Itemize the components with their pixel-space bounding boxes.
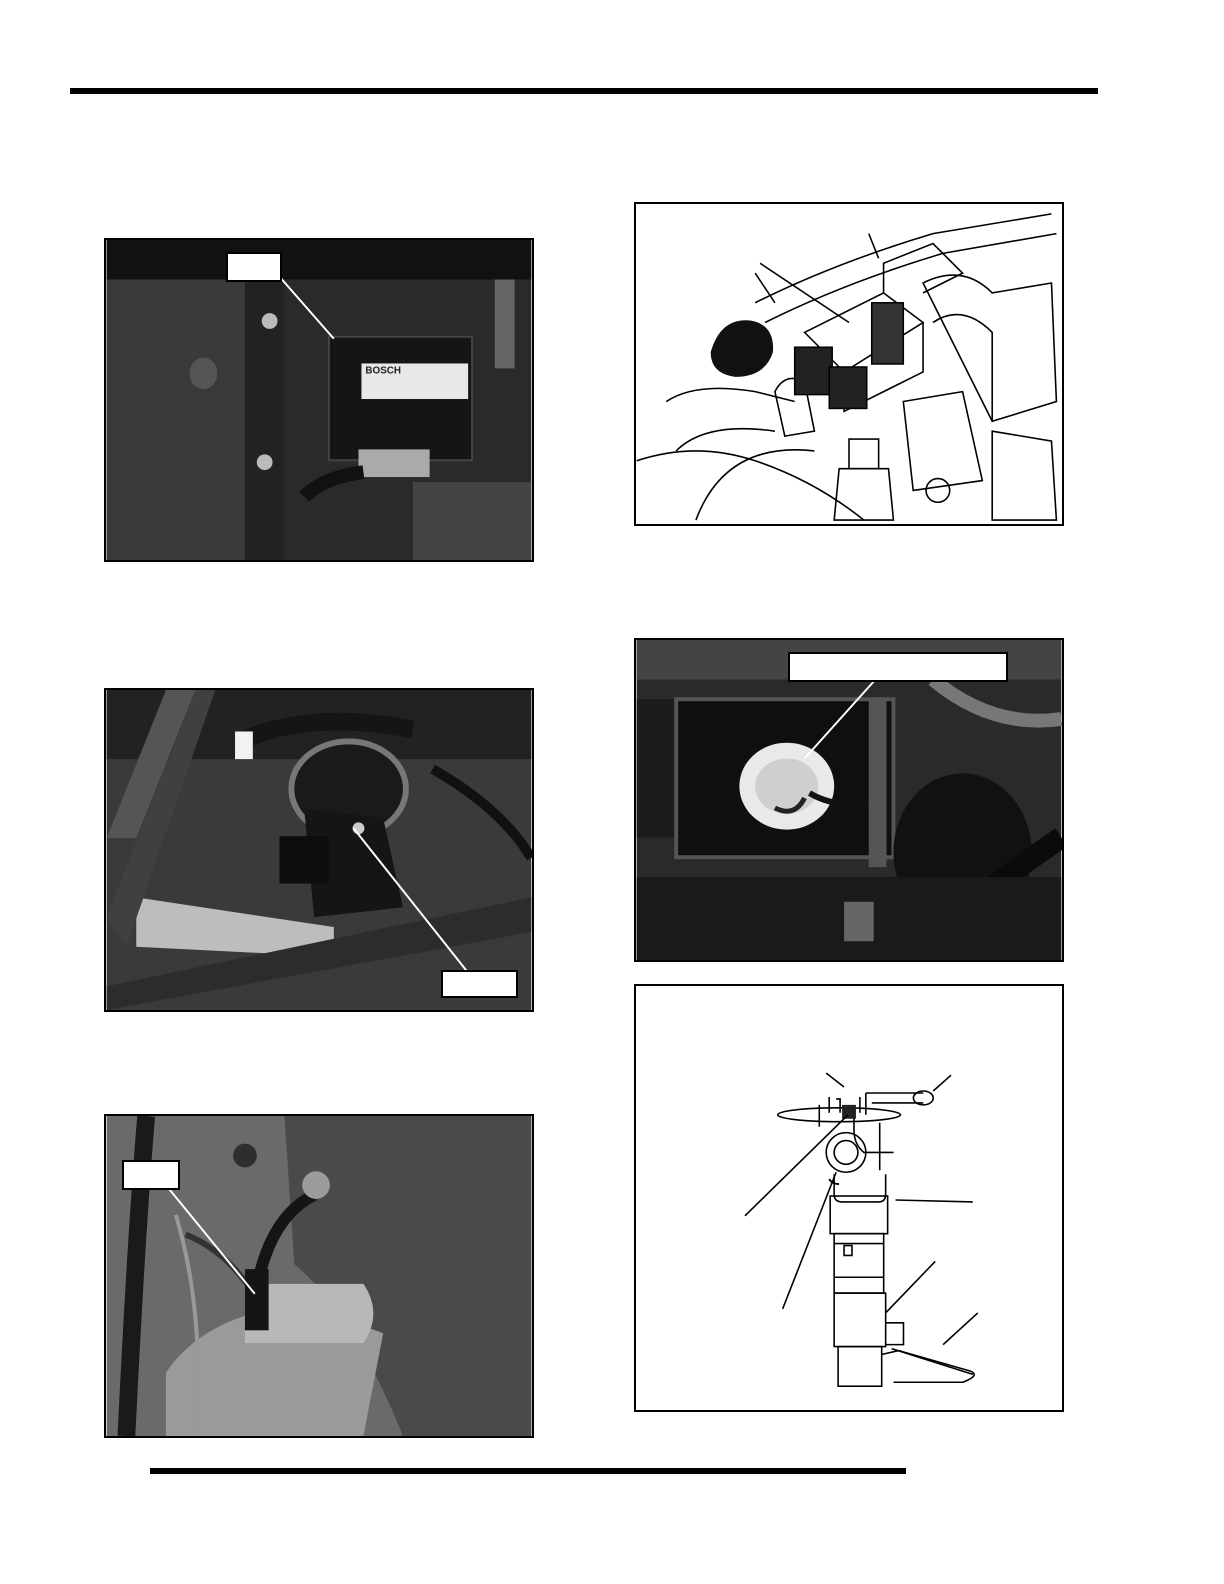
fuel-pump-access-photo-image [636, 640, 1062, 960]
fuel-pump-callout-box [788, 652, 1008, 682]
figure-throttle-body-photo [104, 688, 534, 1012]
bottom-page-rule [150, 1468, 906, 1474]
throttle-body-callout-box [441, 970, 518, 998]
connector-illustration-image [636, 204, 1062, 524]
figure-engine-sensor-photo [104, 1114, 534, 1438]
figure-ecu-photo [104, 238, 534, 562]
ecu-photo-image [106, 240, 532, 560]
figure-fuel-pump-diagram [634, 984, 1064, 1412]
fuel-pump-diagram-image [636, 986, 1062, 1410]
figure-fuel-pump-access-photo [634, 638, 1064, 962]
ecu-callout-box [226, 252, 282, 282]
engine-sensor-callout-box [122, 1160, 180, 1190]
ecu-brand-label: BOSCH [365, 365, 402, 377]
figure-connector-illustration [634, 202, 1064, 526]
throttle-body-photo-image [106, 690, 532, 1010]
top-page-rule [70, 88, 1098, 94]
